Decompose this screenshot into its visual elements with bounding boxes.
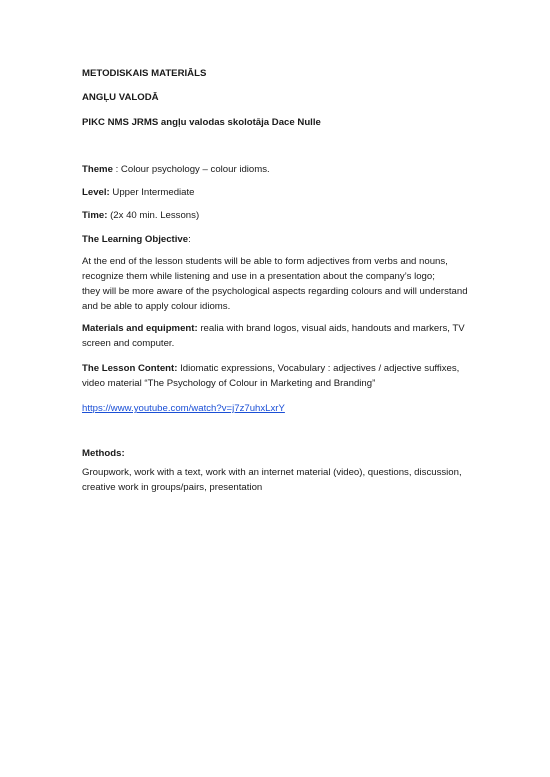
objective-line: recognize them while listening and use in a presentation about the company’s logo; <box>82 271 435 282</box>
doc-subtitle: ANGĻU VALODĀ <box>82 92 159 103</box>
materials-label: Materials and equipment: <box>82 323 198 334</box>
methods-paragraph <box>82 465 474 495</box>
content-label: The Lesson Content: <box>82 363 178 374</box>
objective-label: The Learning Objective <box>82 234 189 245</box>
objective-paragraph <box>82 254 474 314</box>
content-text-cont: video material “The Psychology of Colour in Marketing and Branding” <box>82 378 376 389</box>
level-value: Upper Intermediate <box>109 187 195 198</box>
doc-title: METODISKAIS MATERIĀLS <box>82 68 207 79</box>
content-paragraph <box>82 361 474 391</box>
materials-text-cont: screen and computer. <box>82 338 175 349</box>
theme-row <box>82 163 270 176</box>
doc-author-line: PIKC NMS JRMS angļu valodas skolotāja Dace Nulle <box>82 117 321 128</box>
methods-line: creative work in groups/pairs, presentation <box>82 482 263 493</box>
theme-label: Theme <box>82 164 113 175</box>
time-value: (2x 40 min. Lessons) <box>107 210 200 221</box>
objective-line: they will be more aware of the psychological aspects regarding colours and will understand <box>82 286 468 297</box>
objective-colon: : <box>188 234 191 245</box>
level-row <box>82 186 195 199</box>
methods-line: Groupwork, work with a text, work with an internet material (video), questions, discussion, <box>82 467 462 478</box>
video-link[interactable]: https://www.youtube.com/watch?v=j7z7uhxLxrY <box>82 403 285 414</box>
level-label: Level: <box>82 187 110 198</box>
time-row <box>82 209 199 222</box>
objective-line: and be able to apply colour idioms. <box>82 301 231 312</box>
materials-text: realia with brand logos, visual aids, handouts and markers, TV <box>197 323 465 334</box>
objective-line: At the end of the lesson students will be able to form adjectives from verbs and nouns, <box>82 256 448 267</box>
objective-heading <box>82 233 191 246</box>
materials-paragraph <box>82 321 474 351</box>
time-label: Time: <box>82 210 108 221</box>
content-text: Idiomatic expressions, Vocabulary : adjectives / adjective suffixes, <box>177 363 460 374</box>
theme-value: : Colour psychology – colour idioms. <box>112 164 270 175</box>
methods-heading: Methods: <box>82 448 125 459</box>
